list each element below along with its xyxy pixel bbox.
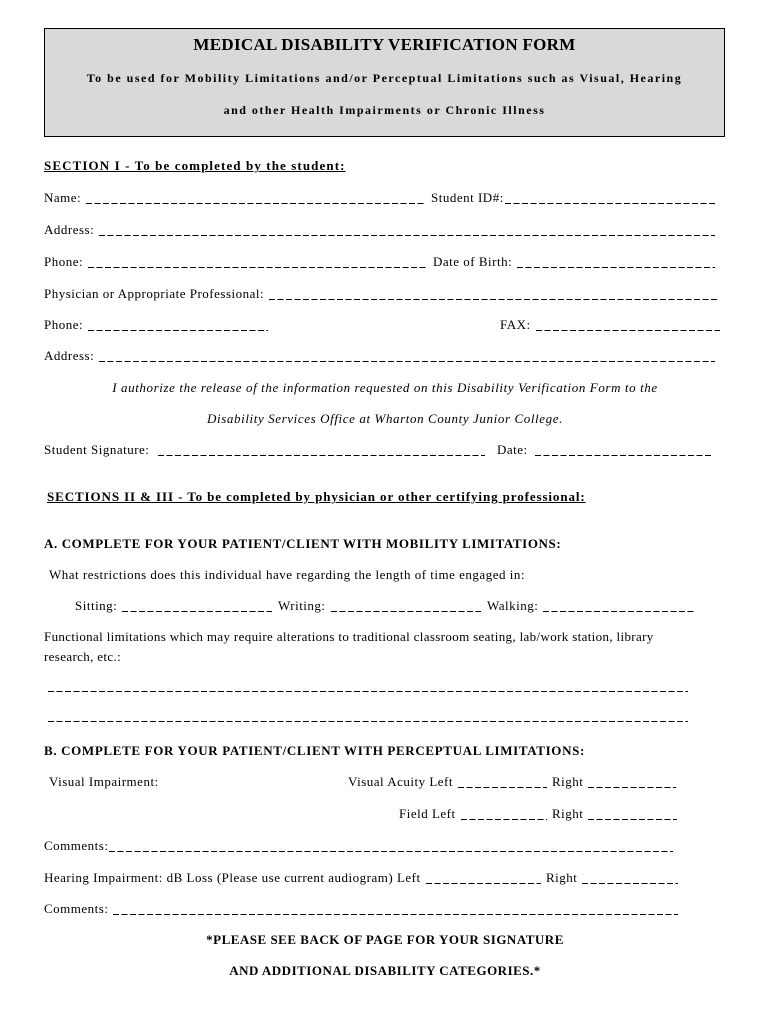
dob-field-group (433, 254, 715, 270)
form-title: MEDICAL DISABILITY VERIFICATION FORM (193, 35, 576, 54)
physician-address-label: Address: (44, 348, 95, 363)
signature-field-group (44, 442, 485, 458)
acuity-right-label: Right (552, 774, 584, 789)
writing-field-group (278, 598, 481, 614)
student-id-field-group (431, 190, 715, 206)
functional-limitations-field-2[interactable] (48, 721, 688, 722)
walking-field[interactable] (543, 611, 695, 612)
hearing-right-label: Right (546, 870, 578, 885)
perceptual-heading: B. COMPLETE FOR YOUR PATIENT/CLIENT WITH PERCEPTUAL LIMITATIONS: (44, 743, 585, 758)
sitting-field-group (75, 598, 272, 614)
visual-comments-field[interactable] (109, 851, 673, 852)
form-subtitle-line2: and other Health Impairments or Chronic Illness (223, 103, 546, 117)
field-right-field[interactable] (588, 819, 677, 820)
field-right-field-group (552, 806, 677, 822)
hearing-comments-field-group (44, 901, 678, 917)
acuity-left-label: Visual Acuity Left (348, 774, 453, 789)
student-phone-field[interactable] (88, 267, 427, 268)
student-id-label: Student ID#: (431, 190, 504, 205)
hearing-impairment-label: Hearing Impairment: dB Loss (Please use current audiogram) Left (44, 870, 421, 885)
physician-phone-field-group (44, 317, 268, 333)
authorization-line-2: Disability Services Office at Wharton County Junior College. (207, 411, 563, 426)
acuity-left-field[interactable] (458, 787, 547, 788)
student-address-field[interactable] (99, 235, 715, 236)
functional-limitations-field-1[interactable] (48, 691, 688, 692)
physician-field[interactable] (269, 299, 718, 300)
walking-field-group (487, 598, 695, 614)
dob-field[interactable] (517, 267, 715, 268)
form-subtitle-line1: To be used for Mobility Limitations and/or Perceptual Limitations such as Visual, Hearing (86, 71, 683, 85)
field-right-label: Right (552, 806, 584, 821)
hearing-right-field-group (546, 870, 678, 886)
signature-label: Student Signature: (44, 442, 150, 457)
mobility-question: What restrictions does this individual have regarding the length of time engaged in: (49, 567, 525, 582)
sections-2-3-heading: SECTIONS II & III - To be completed by physician or other certifying professional: (47, 489, 586, 504)
signature-date-field[interactable] (535, 455, 713, 456)
signature-field[interactable] (158, 455, 485, 456)
acuity-left-field-group (348, 774, 547, 790)
walking-label: Walking: (487, 598, 539, 613)
name-field[interactable] (86, 203, 425, 204)
student-address-label: Address: (44, 222, 95, 237)
footer-note-line-1: *PLEASE SEE BACK OF PAGE FOR YOUR SIGNATURE (206, 932, 564, 947)
field-left-field-group (399, 806, 547, 822)
hearing-right-field[interactable] (582, 883, 678, 884)
visual-comments-field-group (44, 838, 673, 854)
physician-label: Physician or Appropriate Professional: (44, 286, 265, 301)
hearing-left-field[interactable] (426, 883, 541, 884)
name-field-group (44, 190, 425, 206)
hearing-comments-label: Comments: (44, 901, 109, 916)
fax-field[interactable] (536, 330, 720, 331)
fax-label: FAX: (500, 317, 531, 332)
physician-address-field[interactable] (99, 361, 715, 362)
acuity-right-field-group (552, 774, 676, 790)
sitting-field[interactable] (122, 611, 272, 612)
field-left-field[interactable] (461, 819, 547, 820)
footer-note-line-2: AND ADDITIONAL DISABILITY CATEGORIES.* (229, 963, 541, 978)
physician-phone-field[interactable] (88, 330, 268, 331)
fax-field-group (500, 317, 720, 333)
authorization-line-1: I authorize the release of the information requested on this Disability Verification Form to the (112, 380, 658, 395)
visual-comments-label: Comments: (44, 838, 109, 853)
hearing-left-field-group (44, 870, 541, 886)
signature-date-field-group (497, 442, 713, 458)
acuity-right-field[interactable] (588, 787, 676, 788)
dob-label: Date of Birth: (433, 254, 513, 269)
field-left-label: Field Left (399, 806, 456, 821)
physician-phone-label: Phone: (44, 317, 84, 332)
student-id-field[interactable] (505, 203, 715, 204)
physician-field-group (44, 286, 718, 302)
student-phone-label: Phone: (44, 254, 84, 269)
functional-limitations-line-1: Functional limitations which may require alterations to traditional classroom seating, lab/work station, library (44, 629, 654, 644)
student-phone-field-group (44, 254, 427, 270)
physician-address-field-group (44, 348, 715, 364)
writing-field[interactable] (331, 611, 481, 612)
writing-label: Writing: (278, 598, 326, 613)
hearing-comments-field[interactable] (113, 914, 678, 915)
sitting-label: Sitting: (75, 598, 118, 613)
student-address-field-group (44, 222, 715, 238)
functional-limitations-line-2: research, etc.: (44, 649, 122, 664)
visual-impairment-label: Visual Impairment: (49, 774, 159, 789)
mobility-heading: A. COMPLETE FOR YOUR PATIENT/CLIENT WITH MOBILITY LIMITATIONS: (44, 536, 562, 551)
section-1-heading: SECTION I - To be completed by the student: (44, 158, 346, 173)
signature-date-label: Date: (497, 442, 528, 457)
form-header (44, 28, 725, 137)
name-label: Name: (44, 190, 82, 205)
